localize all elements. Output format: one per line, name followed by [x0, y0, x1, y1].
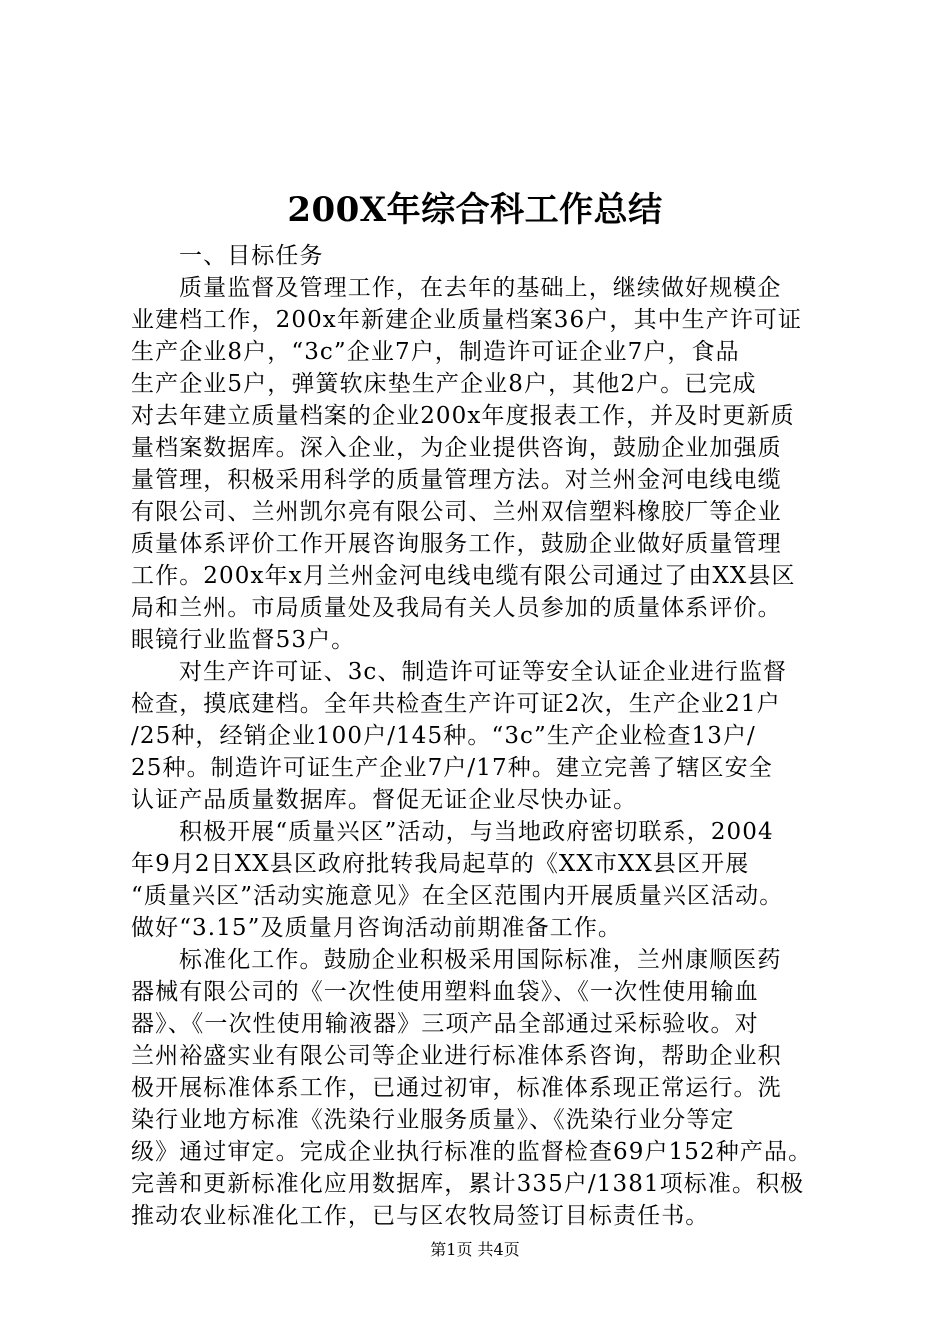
text-line: 器械有限公司的《一次性使用塑料血袋》、《一次性使用输血: [131, 979, 759, 1005]
text-line: 器》、《一次性使用输液器》三项产品全部通过采标验收。对: [131, 1011, 759, 1037]
text-line: 25种。制造许可证生产企业7户/17种。建立完善了辖区安全: [131, 755, 773, 781]
text-line: /25种，经销企业100户/145种。“3c”生产企业检查13户/: [131, 723, 756, 749]
text-line: 检查，摸底建档。全年共检查生产许可证2次，生产企业21户: [131, 691, 781, 717]
text-line: 做好“3.15”及质量月咨询活动前期准备工作。: [131, 915, 623, 941]
text-line: “质量兴区”活动实施意见》在全区范围内开展质量兴区活动。: [131, 883, 784, 909]
text-line: 完善和更新标准化应用数据库，累计335户/1381项标准。积极: [131, 1171, 805, 1197]
text-line: 极开展标准体系工作，已通过初审，标准体系现正常运行。洗: [131, 1075, 782, 1101]
text-line: 业建档工作，200x年新建企业质量档案36户，其中生产许可证: [131, 307, 803, 333]
text-line: 认证产品质量数据库。督促无证企业尽快办证。: [131, 787, 638, 813]
text-line: 兰州裕盛实业有限公司等企业进行标准体系咨询，帮助企业积: [131, 1043, 782, 1069]
text-line: 推动农业标准化工作，已与区农牧局签订目标责任书。: [131, 1203, 710, 1229]
text-line: 标准化工作。鼓励企业积极采用国际标准，兰州康顺医药: [179, 947, 782, 973]
text-line: 积极开展“质量兴区”活动，与当地政府密切联系，2004: [179, 819, 774, 845]
text-line: 量管理，积极采用科学的质量管理方法。对兰州金河电线电缆: [131, 467, 782, 493]
text-line: 对生产许可证、3c、制造许可证等安全认证企业进行监督: [179, 659, 788, 685]
text-line: 质量体系评价工作开展咨询服务工作，鼓励企业做好质量管理: [131, 531, 782, 557]
page-number-footer: 第1页 共4页: [430, 1240, 520, 1259]
document-body: [131, 240, 831, 1232]
text-line: 对去年建立质量档案的企业200x年度报表工作，并及时更新质: [131, 403, 795, 429]
text-line: 量档案数据库。深入企业，为企业提供咨询，鼓励企业加强质: [131, 435, 782, 461]
text-line: 局和兰州。市局质量处及我局有关人员参加的质量体系评价。: [131, 595, 782, 621]
text-line: 质量监督及管理工作，在去年的基础上，继续做好规模企: [179, 275, 782, 301]
text-line: 有限公司、兰州凯尔亮有限公司、兰州双信塑料橡胶厂等企业: [131, 499, 782, 525]
text-line: 染行业地方标准《洗染行业服务质量》、《洗染行业分等定: [131, 1107, 735, 1133]
text-line: 年9月2日XX县区政府批转我局起草的《XX市XX县区开展: [131, 851, 750, 877]
text-line: 眼镜行业监督53户。: [131, 627, 356, 653]
text-line: 工作。200x年x月兰州金河电线电缆有限公司通过了由XX县区: [131, 563, 796, 589]
text-line: 生产企业8户，“3c”企业7户，制造许可证企业7户，食品: [131, 339, 740, 365]
text-line: 级》通过审定。完成企业执行标准的监督检查69户152种产品。: [131, 1139, 813, 1165]
document-title: 200X年综合科工作总结: [287, 190, 663, 230]
text-line: 生产企业5户，弹簧软床垫生产企业8户，其他2户。已完成: [131, 371, 757, 397]
section-heading: 一、目标任务: [179, 243, 324, 269]
